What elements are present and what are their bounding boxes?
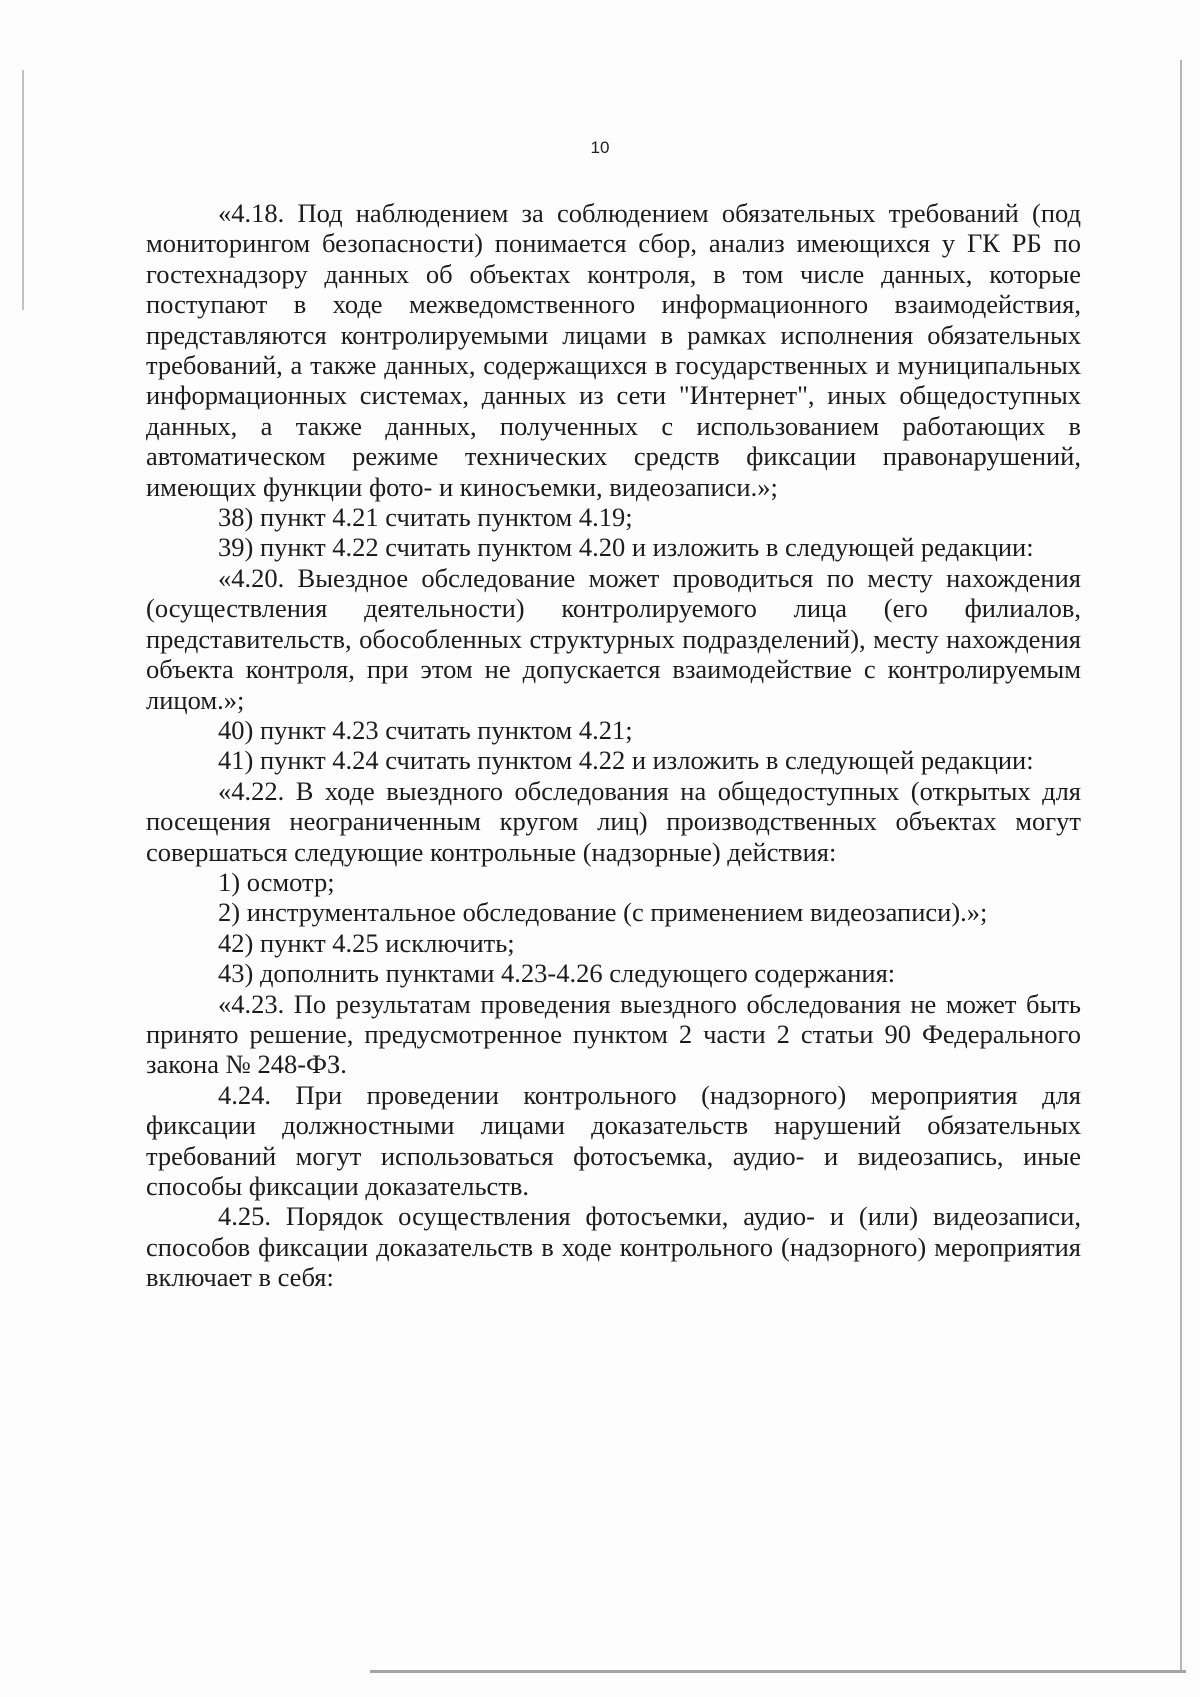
paragraph-item-41: 41) пункт 4.24 считать пунктом 4.22 и изложить в следующей редакции: [218,745,1034,776]
paragraph-4-25: 4.25. Порядок осуществления фотосъемки, аудио- и (или) видеозаписи, способов фиксации доказательств в ходе контрольного (надзорного) мероприятия включает в себя: [146,1201,1081,1293]
paragraph-4-24: 4.24. При проведении контрольного (надзорного) мероприятия для фиксации должностными лицами доказательств нарушений обязательных требований могут использоваться фотосъемка, аудио- и видеозапись, иные способы фиксации доказательств. [146,1079,1081,1201]
paragraph-item-38: 38) пункт 4.21 считать пунктом 4.19; [218,502,633,533]
scan-edge-right [1180,60,1182,1670]
paragraph-subitem-2: 2) инструментальное обследование (с применением видеозаписи).»; [218,897,988,928]
scan-edge-bottom [370,1670,1186,1673]
paragraph-item-43: 43) дополнить пунктами 4.23-4.26 следующего содержания: [218,958,896,989]
paragraph-subitem-1: 1) осмотр; [218,866,335,897]
paragraph-4-18: «4.18. Под наблюдением за соблюдением обязательных требований (под мониторингом безопасности) понимается сбор, анализ имеющихся у ГК РБ по гостехнадзору данных об объектах контроля, в том числе данных, которые поступают в ходе межведомственного информационного взаимодействия, представляются контролируемыми лицами в рамках исполнения обязательных требований, а также данных, содержащихся в государственных и муниципальных информационных системах, данных из сети "Интернет", иных общедоступных данных, а также данных, полученных с использованием работающих в автоматическом режиме технических средств фиксации правонарушений, имеющих функции фото- и киносъемки, видеозаписи.»; [146,198,1081,502]
paragraph-item-39: 39) пункт 4.22 считать пунктом 4.20 и изложить в следующей редакции: [218,532,1034,563]
paragraph-4-20: «4.20. Выездное обследование может проводиться по месту нахождения (осуществления деятельности) контролируемого лица (его филиалов, представительств, обособленных структурных подразделений), месту нахождения объекта контроля, при этом не допускается взаимодействие с контролируемым лицом.»; [146,562,1081,715]
page-number: 10 [590,138,610,157]
paragraph-item-40: 40) пункт 4.23 считать пунктом 4.21; [218,714,633,745]
paragraph-4-22: «4.22. В ходе выездного обследования на общедоступных (открытых для посещения неограниченным кругом лиц) производственных объектах могут совершаться следующие контрольные (надзорные) действия: [146,775,1081,867]
scan-edge-left [22,70,24,310]
document-body [146,198,1081,1293]
paragraph-4-23: «4.23. По результатам проведения выездного обследования не может быть принято решение, предусмотренное пунктом 2 части 2 статьи 90 Федерального закона № 248-ФЗ. [146,988,1081,1080]
paragraph-item-42: 42) пункт 4.25 исключить; [218,927,515,958]
